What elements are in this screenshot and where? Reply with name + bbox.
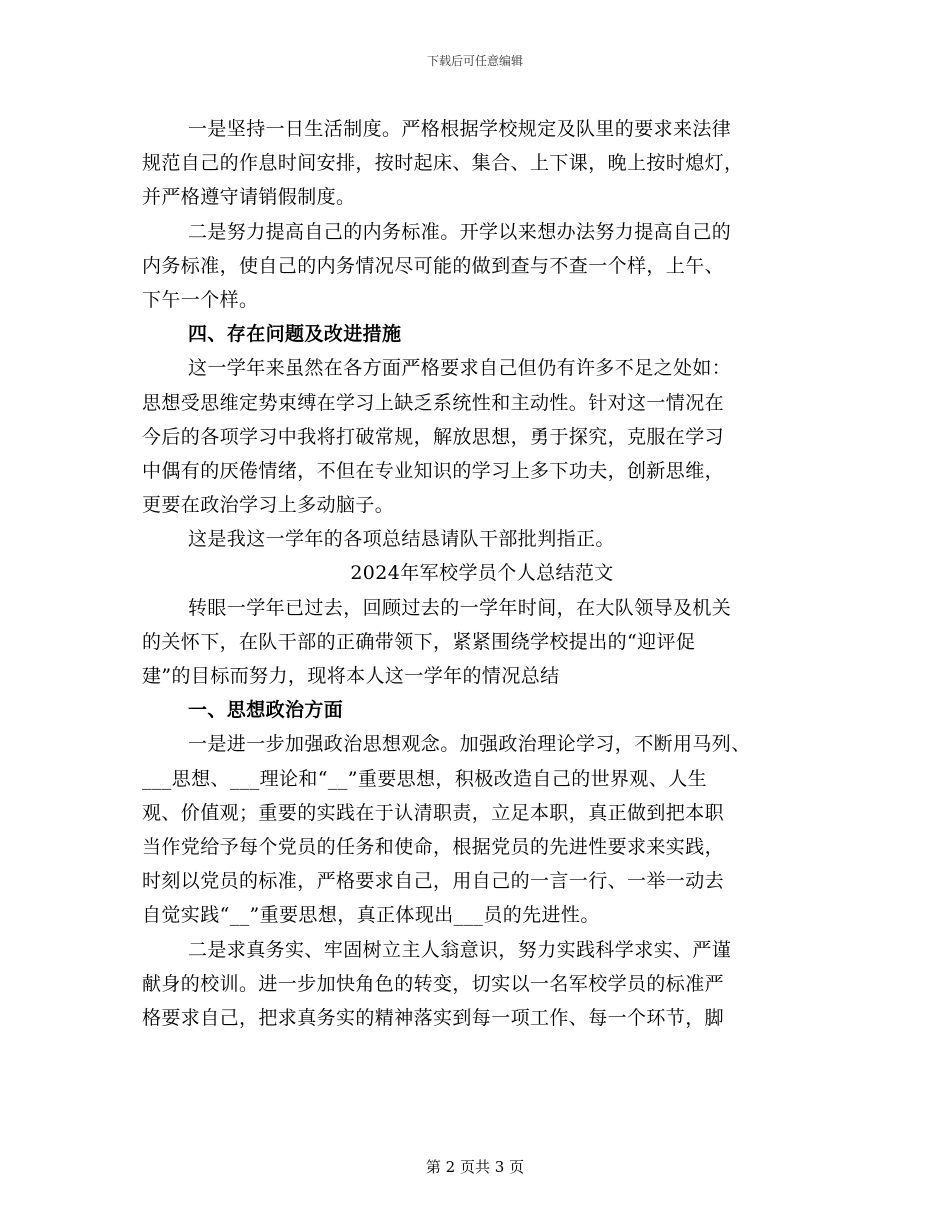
paragraph-line: 献身的校训。进一步加快角色的转变，切实以一名军校学员的标准严 [142,972,725,995]
paragraph-line: 下午一个样。 [142,288,259,311]
paragraph-line: 二是努力提高自己的内务标准。开学以来想办法努力提高自己的 [188,220,732,243]
paragraph-line: 中偶有的厌倦情绪，不但在专业知识的学习上多下功夫，创新思维， [142,459,725,482]
document-body [142,112,822,1035]
section-heading: 四、存在问题及改进措施 [188,323,402,346]
paragraph-line: 今后的各项学习中我将打破常规，解放思想，勇于探究，克服在学习 [142,425,725,448]
paragraph-line: 思想受思维定势束缚在学习上缺乏系统性和主动性。针对这一情况在 [142,391,725,414]
document-title: 2024年军校学员个人总结范文 [350,562,614,585]
section-heading: 一、思想政治方面 [188,699,344,722]
paragraph-line: 观、价值观；重要的实践在于认清职责，立足本职，真正做到把本职 [142,801,725,824]
page-header: 下载后可任意编辑 [426,54,523,68]
paragraph-line: 格要求自己，把求真务实的精神落实到每一项工作、每一个环节，脚 [142,1006,725,1029]
page-footer: 第 2 页共 3 页 [425,1158,525,1176]
paragraph-line: 这是我这一学年的各项总结恳请队干部批判指正。 [188,528,615,551]
paragraph-line: 一是坚持一日生活制度。严格根据学校规定及队里的要求来法律 [188,118,732,140]
paragraph-line: 自觉实践“__”重要思想，真正体现出___员的先进性。 [142,904,600,927]
paragraph-line: 二是求真务实、牢固树立主人翁意识，努力实践科学求实、严谨 [188,938,732,961]
paragraph-line: ___思想、___理论和“__”重要思想，积极改造自己的世界观、人生 [142,767,708,790]
paragraph-line: 一是进一步加强政治思想观念。加强政治理论学习，不断用马列、 [188,733,751,756]
paragraph-line: 时刻以党员的标准，严格要求自己，用自己的一言一行、一举一动去 [142,870,725,893]
paragraph-line: 建”的目标而努力，现将本人这一学年的情况总结 [142,665,560,687]
paragraph-line: 并严格遵守请销假制度。 [142,186,356,209]
paragraph-line: 内务标准，使自己的内务情况尽可能的做到查与不查一个样，上午、 [142,254,725,277]
paragraph-line: 规范自己的作息时间安排，按时起床、集合、上下课，晚上按时熄灯， [142,152,744,175]
paragraph-line: 当作党给予每个党员的任务和使命，根据党员的先进性要求来实践， [142,835,725,858]
paragraph-line: 这一学年来虽然在各方面严格要求自己但仍有许多不足之处如： [188,357,732,380]
paragraph-line: 的关怀下，在队干部的正确带领下，紧紧围绕学校提出的“迎评促 [142,630,696,653]
paragraph-line: 更要在政治学习上多动脑子。 [142,494,395,517]
paragraph-line: 转眼一学年已过去，回顾过去的一学年时间，在大队领导及机关 [188,596,732,619]
